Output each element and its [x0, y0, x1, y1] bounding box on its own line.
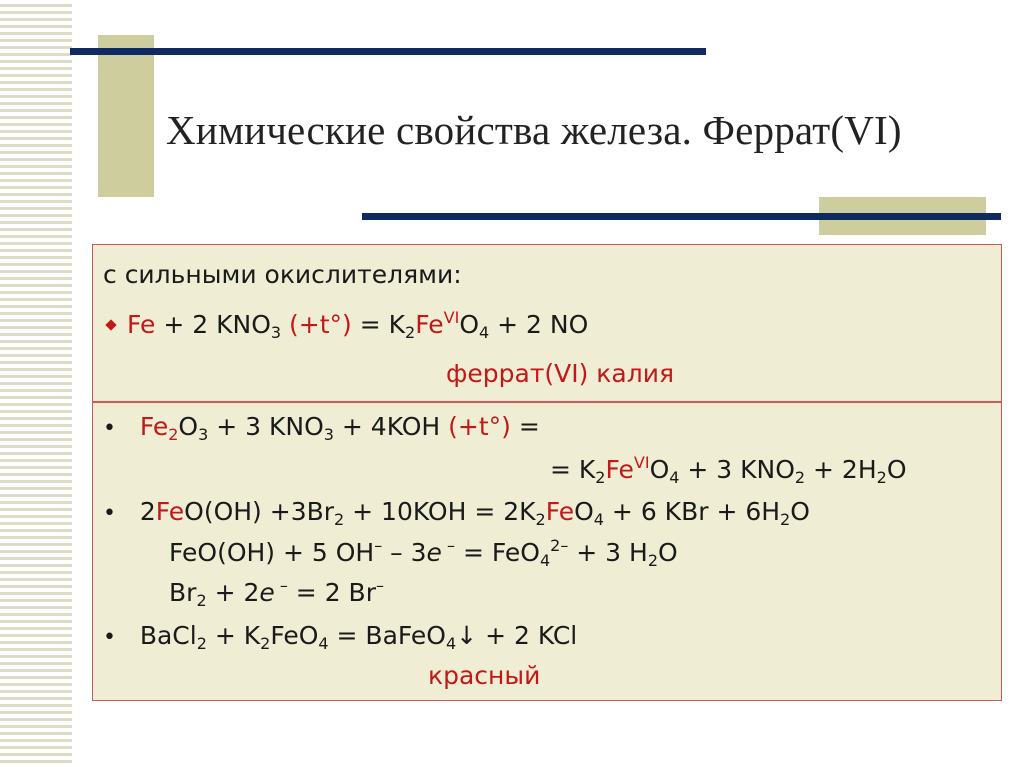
bullet: •	[103, 501, 116, 526]
half-reaction-reduction: $Br_2 + 2e$ – = 2 Br–	[169, 576, 384, 610]
equation-fe-kno3: Fe + 2 $KNO_3$ $(+t^\circ) = K_2Fe^{VI}O_4 + 2$ NO	[107, 310, 588, 340]
striped-side-decoration	[0, 0, 72, 767]
title-accent-block	[98, 35, 154, 197]
slide-title: Химические свойства железа. Феррат(VI)	[166, 107, 902, 153]
equation-bacl2: • BaCl$_2$ + $K_2FeO_4$ = BaFeO$_4$↓ + 2 KCl	[103, 621, 578, 653]
top-rule	[70, 48, 706, 55]
diamond-bullet-icon	[105, 319, 116, 330]
section-heading: с сильными окислителями:	[103, 260, 462, 289]
strong-oxidizers-box	[92, 244, 1002, 402]
color-note: красный	[428, 661, 541, 690]
product-name: феррат(VI) калия	[446, 359, 674, 388]
bottom-rule	[362, 213, 1001, 220]
precipitate-arrow-icon: ↓	[456, 621, 478, 650]
half-reaction-oxidation: FeO(OH) + 5 OH– – 3e – = FeO$_4^{2-}$ + 3 $H_2O$	[169, 536, 678, 570]
bullet: •	[103, 625, 116, 650]
equation-fe2o3-products: = $K_2Fe^{VI}O_4 + 3$ $KNO_2 + 2H_2O$	[550, 453, 907, 487]
ferrate-reactions-box	[92, 402, 1002, 701]
equation-feooh-br2: • $2FeO(OH) +3Br_2 + 10KOH = 2K_2FeO_4 + 6$ KBr + $6H_2O$	[103, 497, 810, 529]
equation-fe2o3: • $Fe_2O_3 + 3$ $KNO_3 + 4KOH$ (+t°) =	[103, 412, 540, 444]
bullet: •	[103, 416, 116, 441]
